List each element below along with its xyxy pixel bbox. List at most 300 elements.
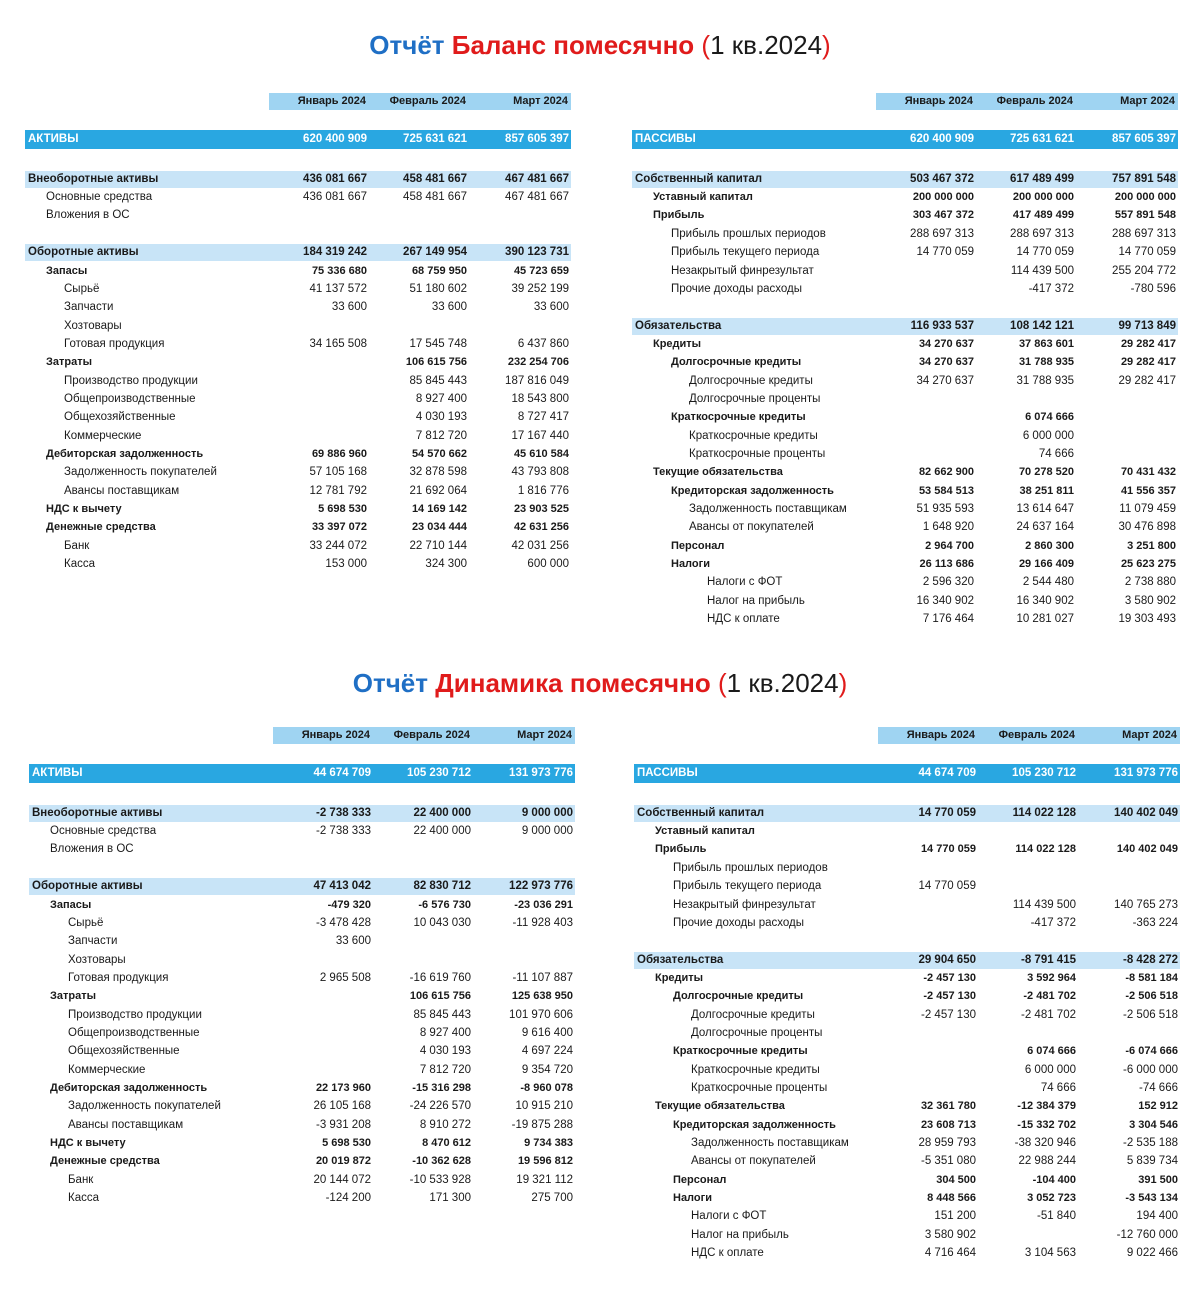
row-value: 32 361 780 — [920, 1100, 976, 1113]
row-value: 557 891 548 — [1114, 209, 1176, 222]
row-value: -2 481 702 — [1023, 990, 1076, 1003]
title-close-paren: ) — [838, 668, 848, 698]
row-label: ПАССИВЫ — [637, 767, 698, 779]
row-value: 16 340 902 — [1016, 594, 1074, 607]
row-value: 17 545 748 — [409, 337, 467, 350]
table-row — [634, 1135, 1180, 1152]
table-row — [634, 1062, 1180, 1079]
row-value: -780 596 — [1130, 282, 1176, 295]
title-open-paren: ( — [701, 30, 711, 60]
row-value: 22 400 000 — [413, 806, 471, 819]
table-row — [632, 593, 1178, 610]
row-value: 23 903 525 — [513, 503, 569, 515]
row-label: Незакрытый финрезультат — [673, 898, 816, 911]
row-label: Общехозяйственные — [64, 411, 176, 424]
spacer-row — [634, 786, 1180, 803]
table-row — [29, 1025, 575, 1042]
row-value: 114 439 500 — [1012, 898, 1076, 911]
row-label: Краткосрочные кредиты — [691, 1063, 820, 1076]
row-value: -2 738 333 — [316, 825, 371, 838]
row-label: Налоги с ФОТ — [707, 576, 783, 589]
row-value: -12 384 379 — [1017, 1100, 1076, 1113]
row-label: Коммерческие — [68, 1063, 146, 1076]
column-header: Март 2024 — [1122, 729, 1177, 741]
table-row — [634, 1208, 1180, 1225]
row-value: 200 000 000 — [1114, 191, 1176, 204]
section-total-row — [634, 764, 1180, 783]
row-value: -2 738 333 — [316, 806, 371, 819]
row-value: 9 022 466 — [1126, 1247, 1178, 1260]
row-value: 82 662 900 — [918, 466, 974, 479]
table-row — [25, 409, 571, 426]
row-value: 11 079 459 — [1119, 503, 1176, 515]
table-row — [29, 1190, 575, 1207]
row-value: 725 631 621 — [1010, 133, 1074, 145]
row-label: НДС к оплате — [707, 613, 780, 626]
table-row — [25, 501, 571, 518]
row-value: -12 760 000 — [1116, 1228, 1178, 1241]
row-value: 114 439 500 — [1010, 264, 1074, 277]
row-value: 105 230 712 — [1012, 767, 1076, 779]
row-label: Хозтовары — [64, 319, 122, 332]
column-header: Февраль 2024 — [389, 95, 466, 107]
table-row — [25, 483, 571, 500]
row-value: 8 910 272 — [419, 1118, 471, 1131]
row-value: 23 034 444 — [411, 521, 467, 534]
row-label: Затраты — [46, 356, 93, 369]
table-row — [29, 988, 575, 1005]
row-value: 184 319 242 — [303, 246, 367, 259]
row-label: Краткосрочные кредиты — [673, 1045, 808, 1058]
column-header: Февраль 2024 — [998, 729, 1075, 741]
row-value: 106 615 756 — [405, 356, 467, 369]
row-value: 12 781 792 — [309, 484, 367, 497]
row-value: 458 481 667 — [403, 191, 467, 204]
row-label: Долгосрочные кредиты — [691, 1008, 815, 1021]
table-row — [25, 391, 571, 408]
table-row — [632, 189, 1178, 206]
row-value: 303 467 372 — [912, 209, 974, 222]
table-row — [29, 1080, 575, 1097]
row-value: 857 605 397 — [505, 133, 569, 145]
column-header: Январь 2024 — [904, 95, 973, 107]
section-total-row — [29, 764, 575, 783]
table-row — [634, 1190, 1180, 1207]
table-row — [632, 538, 1178, 555]
row-value: 4 030 193 — [415, 411, 467, 424]
row-label: Персонал — [671, 539, 725, 552]
row-value: 38 251 811 — [1019, 484, 1074, 497]
title-open-paren: ( — [717, 668, 727, 698]
row-value: 51 935 593 — [916, 503, 974, 515]
row-label: Налоги — [673, 1192, 712, 1205]
row-value: -2 457 130 — [923, 990, 976, 1003]
row-value: 22 710 144 — [409, 539, 467, 552]
row-label: Сырьё — [68, 916, 104, 929]
row-value: -417 372 — [1030, 916, 1076, 929]
row-value: 41 137 572 — [309, 282, 367, 295]
row-label: Незакрытый финрезультат — [671, 264, 814, 277]
row-label: ПАССИВЫ — [635, 133, 696, 145]
row-value: -38 320 946 — [1014, 1137, 1076, 1149]
row-label: Касса — [68, 1192, 99, 1205]
title-period: 1 кв.2024 — [710, 30, 823, 60]
column-header-row — [878, 727, 1180, 744]
table-row — [634, 1080, 1180, 1097]
table-row — [632, 391, 1178, 408]
row-value: 3 580 902 — [924, 1228, 976, 1241]
row-value: 101 970 606 — [509, 1008, 573, 1021]
row-value: 116 933 537 — [910, 319, 974, 332]
row-value: 3 104 563 — [1024, 1247, 1076, 1260]
row-value: 200 000 000 — [912, 191, 974, 204]
row-value: 68 759 950 — [411, 264, 467, 277]
row-value: 725 631 621 — [403, 133, 467, 145]
row-label: Прибыль прошлых периодов — [671, 227, 826, 240]
row-label: Запасы — [50, 898, 92, 911]
row-value: 22 173 960 — [315, 1082, 371, 1094]
row-value: 6 074 666 — [1027, 1045, 1076, 1058]
row-label: Задолженность поставщикам — [689, 503, 847, 515]
row-label: Персонал — [673, 1173, 727, 1186]
row-label: Общепроизводственные — [64, 392, 196, 405]
row-value: 8 470 612 — [422, 1137, 471, 1149]
row-label: Внеоборотные активы — [32, 806, 163, 819]
group-row — [634, 805, 1180, 822]
row-label: Внеоборотные активы — [28, 172, 159, 185]
row-value: 3 052 723 — [1027, 1192, 1076, 1205]
row-value: 19 596 812 — [517, 1155, 573, 1168]
row-label: Оборотные активы — [32, 880, 143, 893]
table-row — [632, 207, 1178, 224]
table-row — [29, 897, 575, 914]
table-row — [29, 1043, 575, 1060]
row-label: Дебиторская задолженность — [46, 448, 204, 460]
row-value: 1 648 920 — [922, 521, 974, 534]
row-value: 171 300 — [429, 1192, 471, 1205]
row-label: Прочие доходы расходы — [673, 916, 805, 929]
row-label: Налоги — [671, 558, 710, 571]
row-value: 125 638 950 — [511, 990, 573, 1003]
row-value: 30 476 898 — [1118, 521, 1176, 534]
row-label: АКТИВЫ — [32, 767, 83, 779]
group-row — [632, 171, 1178, 188]
table-row — [632, 428, 1178, 445]
row-value: 5 698 530 — [318, 503, 367, 515]
row-value: 4 697 224 — [521, 1045, 573, 1058]
table-row — [634, 1098, 1180, 1115]
row-value: 20 144 072 — [313, 1173, 371, 1186]
row-label: Прибыль текущего периода — [671, 246, 820, 259]
row-label: Основные средства — [46, 191, 153, 204]
row-value: 53 584 513 — [918, 484, 974, 497]
row-value: -24 226 570 — [409, 1100, 471, 1113]
row-value: 9 734 383 — [524, 1137, 573, 1149]
table-row — [634, 970, 1180, 987]
row-value: 232 254 706 — [507, 356, 569, 369]
row-value: 32 878 598 — [409, 466, 467, 479]
row-value: 620 400 909 — [910, 133, 974, 145]
row-value: -6 000 000 — [1123, 1063, 1178, 1076]
row-value: 140 402 049 — [1114, 806, 1178, 819]
row-value: 85 845 443 — [409, 374, 467, 387]
row-value: 3 304 546 — [1129, 1118, 1178, 1131]
table-row — [29, 841, 575, 858]
row-label: Касса — [64, 558, 95, 571]
spacer-row — [29, 860, 575, 877]
row-value: -10 533 928 — [409, 1173, 471, 1186]
row-value: 51 180 602 — [409, 282, 467, 295]
table-row — [634, 1153, 1180, 1170]
table-row — [634, 841, 1180, 858]
table-row — [29, 1153, 575, 1170]
table-row — [634, 823, 1180, 840]
row-value: -363 224 — [1132, 916, 1178, 929]
row-value: -8 581 184 — [1125, 971, 1178, 984]
table-row — [634, 1117, 1180, 1134]
table-row — [25, 354, 571, 371]
row-value: 13 614 647 — [1016, 503, 1074, 515]
row-value: 140 402 049 — [1116, 843, 1178, 856]
row-label: Собственный капитал — [635, 172, 763, 185]
row-value: 131 973 776 — [509, 767, 573, 779]
row-value: 114 022 128 — [1015, 843, 1076, 856]
row-value: -3 543 134 — [1125, 1192, 1178, 1205]
row-value: 9 000 000 — [521, 825, 573, 838]
row-value: 24 637 164 — [1016, 521, 1074, 534]
row-value: 29 904 650 — [918, 953, 976, 966]
row-value: 20 019 872 — [315, 1155, 371, 1168]
table-row — [632, 556, 1178, 573]
spacer-row — [25, 226, 571, 243]
row-label: Прибыль прошлых периодов — [673, 861, 828, 874]
table-row — [632, 464, 1178, 481]
table-row — [634, 878, 1180, 895]
row-label: НДС к вычету — [50, 1137, 126, 1149]
row-value: 6 000 000 — [1022, 429, 1074, 442]
row-label: Краткосрочные проценты — [689, 448, 826, 460]
row-value: 33 397 072 — [311, 521, 367, 534]
row-label: Готовая продукция — [64, 337, 165, 350]
row-label: Авансы поставщикам — [64, 484, 180, 497]
row-value: 33 600 — [335, 935, 371, 948]
row-label: Хозтовары — [68, 953, 126, 966]
row-value: 31 788 935 — [1016, 374, 1074, 387]
row-value: 19 321 112 — [516, 1173, 573, 1186]
table-row — [25, 464, 571, 481]
row-value: -16 619 760 — [409, 971, 471, 984]
row-value: 2 596 320 — [922, 576, 974, 589]
row-value: 9 354 720 — [521, 1063, 573, 1076]
row-label: Общепроизводственные — [68, 1026, 200, 1039]
column-header: Январь 2024 — [906, 729, 975, 741]
row-value: 16 340 902 — [916, 594, 974, 607]
row-value: 8 927 400 — [419, 1026, 471, 1039]
row-value: 29 282 417 — [1120, 337, 1176, 350]
row-value: 29 282 417 — [1118, 374, 1176, 387]
row-label: Затраты — [50, 990, 97, 1003]
row-value: -417 372 — [1028, 282, 1074, 295]
row-label: Долгосрочные проценты — [689, 392, 821, 405]
group-row — [29, 805, 575, 822]
row-label: Текущие обязательства — [655, 1100, 785, 1113]
group-row — [25, 244, 571, 261]
row-value: 14 770 059 — [1118, 246, 1176, 259]
row-label: Кредиторская задолженность — [673, 1118, 836, 1131]
row-label: НДС к оплате — [691, 1247, 764, 1260]
row-value: 70 278 520 — [1018, 466, 1074, 479]
row-value: 108 142 121 — [1010, 319, 1074, 332]
row-label: Уставный капитал — [655, 825, 755, 838]
table-row — [25, 538, 571, 555]
row-value: 28 959 793 — [918, 1137, 976, 1149]
row-value: 151 200 — [934, 1210, 976, 1223]
row-label: Кредиты — [653, 337, 702, 350]
row-value: -11 928 403 — [512, 916, 573, 929]
table-row — [29, 915, 575, 932]
column-header: Январь 2024 — [301, 729, 370, 741]
title-name: Динамика помесячно — [435, 668, 711, 698]
row-value: -6 576 730 — [418, 898, 471, 911]
table-row — [632, 373, 1178, 390]
table-row — [634, 1172, 1180, 1189]
row-value: 33 600 — [331, 301, 367, 314]
row-value: 267 149 954 — [403, 246, 467, 259]
row-value: 74 666 — [1040, 1082, 1076, 1094]
row-value: 2 964 700 — [925, 539, 974, 552]
row-label: Долгосрочные проценты — [691, 1026, 823, 1039]
row-value: 14 770 059 — [916, 246, 974, 259]
report-title-dynamics — [0, 668, 1200, 699]
table-row — [25, 428, 571, 445]
row-value: 42 031 256 — [511, 539, 569, 552]
title-period: 1 кв.2024 — [726, 668, 839, 698]
row-value: 194 400 — [1136, 1210, 1178, 1223]
table-row — [632, 336, 1178, 353]
row-value: 106 615 756 — [409, 990, 471, 1003]
row-label: Текущие обязательства — [653, 466, 783, 479]
table-row — [632, 281, 1178, 298]
table-row — [25, 318, 571, 335]
row-value: 275 700 — [531, 1192, 573, 1205]
row-value: 4 030 193 — [419, 1045, 471, 1058]
row-value: 6 437 860 — [517, 337, 569, 350]
table-row — [29, 1007, 575, 1024]
title-prefix: Отчёт — [369, 30, 445, 60]
column-header: Февраль 2024 — [996, 95, 1073, 107]
row-value: 29 282 417 — [1120, 356, 1176, 369]
group-row — [25, 171, 571, 188]
row-value: 26 113 686 — [919, 558, 974, 571]
row-value: 9 616 400 — [521, 1026, 573, 1039]
row-value: 417 489 499 — [1012, 209, 1074, 222]
row-value: 19 303 493 — [1118, 613, 1176, 626]
row-value: 14 770 059 — [918, 880, 976, 893]
table-row — [25, 519, 571, 536]
row-value: 34 270 637 — [918, 356, 974, 369]
row-value: 7 812 720 — [415, 429, 467, 442]
row-value: 503 467 372 — [910, 172, 974, 185]
row-value: -15 316 298 — [412, 1082, 471, 1094]
row-value: 33 600 — [533, 301, 569, 314]
table-row — [632, 446, 1178, 463]
row-value: 44 674 709 — [313, 767, 371, 779]
row-value: 43 793 808 — [511, 466, 569, 479]
row-label: Готовая продукция — [68, 971, 169, 984]
table-row — [25, 263, 571, 280]
row-label: Основные средства — [50, 825, 157, 838]
table-row — [25, 446, 571, 463]
row-value: 41 556 357 — [1120, 484, 1176, 497]
section-total-row — [632, 130, 1178, 149]
spacer-row — [632, 299, 1178, 316]
table-row — [632, 611, 1178, 628]
row-label: Прибыль текущего периода — [673, 880, 822, 893]
row-value: 5 839 734 — [1126, 1155, 1178, 1168]
row-value: 288 697 313 — [910, 227, 974, 240]
row-label: Производство продукции — [68, 1008, 202, 1021]
row-label: Авансы от покупателей — [689, 521, 814, 534]
table-row — [25, 336, 571, 353]
row-value: 33 244 072 — [309, 539, 367, 552]
row-label: АКТИВЫ — [28, 133, 79, 145]
section-total-row — [25, 130, 571, 149]
row-label: Обязательства — [637, 953, 724, 966]
row-label: НДС к вычету — [46, 503, 122, 515]
row-value: 7 812 720 — [419, 1063, 471, 1076]
table-row — [632, 519, 1178, 536]
row-value: 45 610 584 — [513, 448, 569, 460]
row-label: Запасы — [46, 264, 88, 277]
spacer-row — [634, 933, 1180, 950]
row-label: Налог на прибыль — [691, 1228, 789, 1241]
row-value: -15 332 702 — [1017, 1118, 1076, 1131]
table-row — [634, 1245, 1180, 1262]
row-label: Прибыль — [653, 209, 705, 222]
row-label: Вложения в ОС — [50, 843, 134, 856]
row-value: -2 457 130 — [923, 971, 976, 984]
row-value: 29 166 409 — [1018, 558, 1074, 571]
table-row — [25, 556, 571, 573]
table-row — [29, 1117, 575, 1134]
row-value: 14 770 059 — [920, 843, 976, 856]
row-value: -19 875 288 — [511, 1118, 573, 1131]
table-row — [634, 915, 1180, 932]
row-label: Задолженность покупателей — [64, 466, 217, 479]
table-row — [632, 244, 1178, 261]
row-value: 617 489 499 — [1010, 172, 1074, 185]
row-label: Авансы поставщикам — [68, 1118, 184, 1131]
group-row — [632, 318, 1178, 335]
row-value: 39 252 199 — [511, 282, 569, 295]
table-row — [25, 299, 571, 316]
row-value: 6 074 666 — [1025, 411, 1074, 424]
table-row — [29, 1098, 575, 1115]
row-label: Общехозяйственные — [68, 1045, 180, 1058]
table-row — [25, 281, 571, 298]
row-value: 8 448 566 — [927, 1192, 976, 1205]
row-value: -2 506 518 — [1123, 1008, 1178, 1021]
row-value: 140 765 273 — [1114, 898, 1178, 911]
row-value: 153 000 — [325, 558, 367, 571]
row-label: Коммерческие — [64, 429, 142, 442]
table-row — [634, 1007, 1180, 1024]
row-value: 757 891 548 — [1112, 172, 1176, 185]
row-label: Прочие доходы расходы — [671, 282, 803, 295]
row-label: Обязательства — [635, 319, 722, 332]
table-row — [25, 207, 571, 224]
table-row — [632, 354, 1178, 371]
